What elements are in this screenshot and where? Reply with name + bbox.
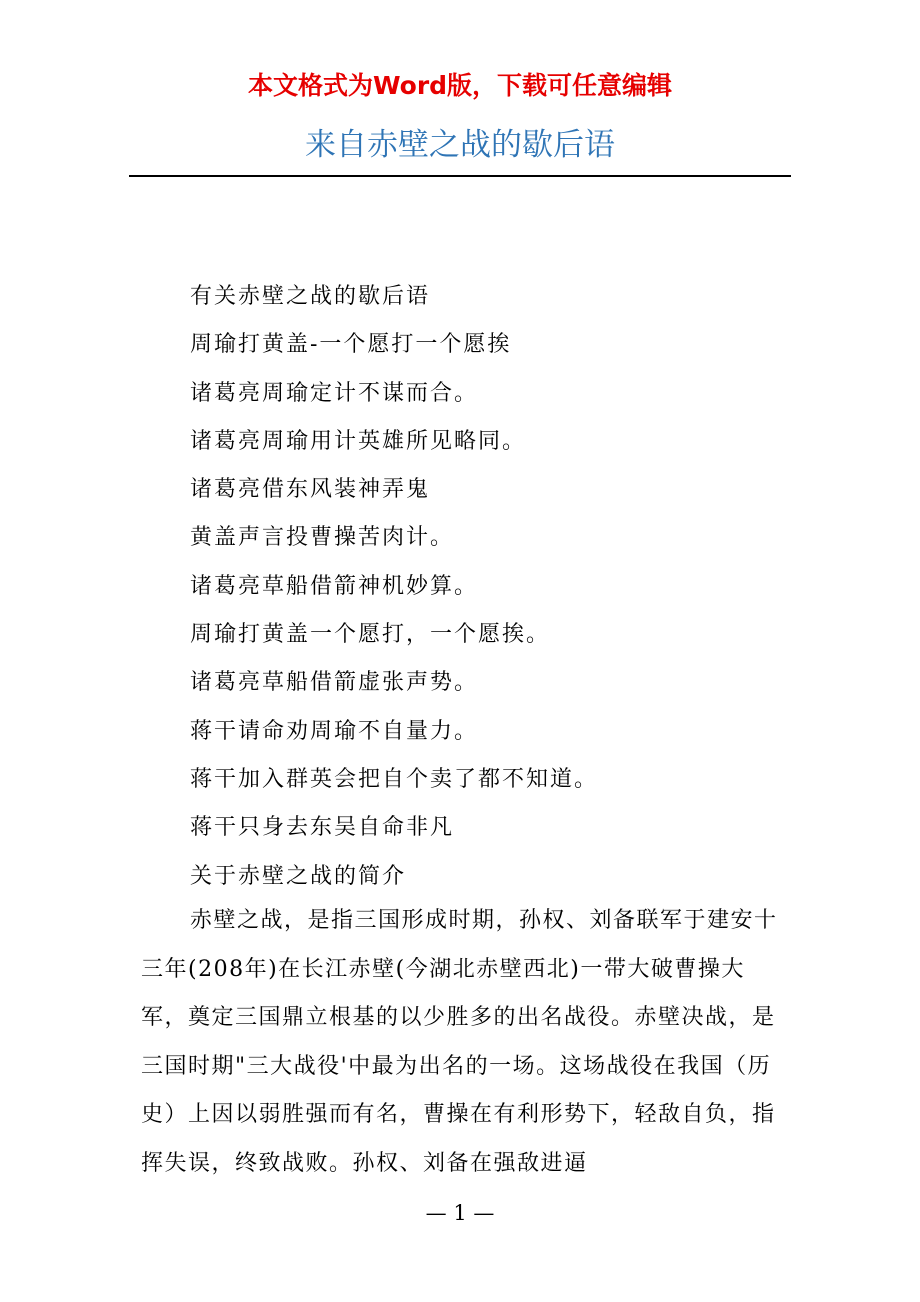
format-notice: 本文格式为Word版，下载可任意编辑 bbox=[247, 71, 673, 100]
list-item: 有关赤壁之战的歇后语 bbox=[190, 284, 431, 309]
list-item: 周瑜打黄盖-一个愿打一个愿挨 bbox=[190, 332, 512, 358]
list-item: 蒋干只身去东吴自命非凡 bbox=[190, 815, 455, 841]
page-number: — 1 — bbox=[425, 1201, 495, 1225]
list-item: 诸葛亮草船借箭神机妙算。 bbox=[190, 573, 479, 599]
list-item: 黄盖声言投曹操苦肉计。 bbox=[190, 525, 455, 551]
list-item: 诸葛亮周瑜定计不谋而合。 bbox=[190, 380, 479, 406]
list-item: 蒋干加入群英会把自个卖了都不知道。 bbox=[190, 766, 599, 792]
document-title: 来自赤壁之战的歇后语 bbox=[305, 127, 615, 163]
intro-paragraph: 赤壁之战，是指三国形成时期，孙权、刘备联军于建安十三年(208年)在长江赤壁(今湖北赤壁西北)一带大破曹操大军，奠定三国鼎立根基的以少胜多的出名战役。赤壁决战，是三国时期"三大战役'中最为出名的一场。这场战役在我国（历史）上因以弱胜强而有名，曹操在有利形势下，轻敌自负，指挥失误，终致战败。孙权、刘备在强敌进逼 bbox=[141, 908, 778, 1176]
list-item: 蒋干请命劝周瑜不自量力。 bbox=[190, 718, 479, 744]
list-item: 关于赤壁之战的简介 bbox=[190, 863, 407, 889]
header-divider bbox=[129, 175, 791, 177]
proverb-list bbox=[190, 273, 790, 901]
list-item: 周瑜打黄盖一个愿打，一个愿挨。 bbox=[190, 622, 551, 648]
list-item: 诸葛亮周瑜用计英雄所见略同。 bbox=[190, 428, 527, 454]
list-item: 诸葛亮草船借箭虚张声势。 bbox=[190, 670, 479, 696]
list-item: 诸葛亮借东风装神弄鬼 bbox=[190, 477, 431, 503]
